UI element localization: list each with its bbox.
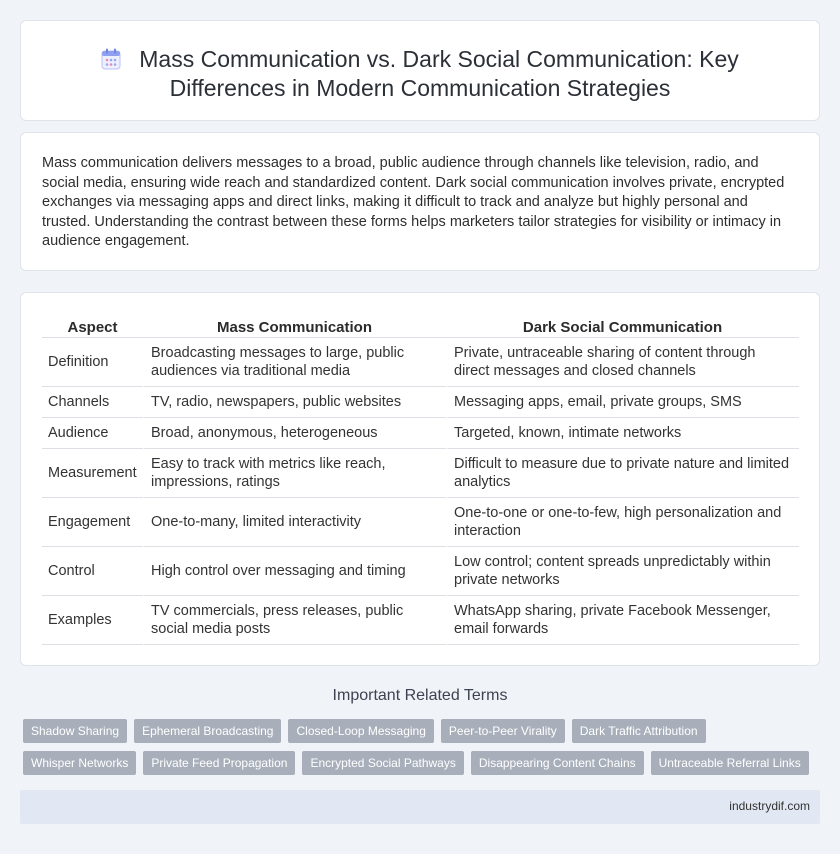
comparison-table <box>42 311 799 645</box>
calendar-icon <box>101 48 121 70</box>
related-terms <box>23 719 813 783</box>
related-terms-heading: Important Related Terms <box>332 687 508 704</box>
row-dark: WhatsApp sharing, private Facebook Messenger, email forwards <box>446 596 799 645</box>
title-card <box>20 20 820 121</box>
table-header-row <box>42 311 799 338</box>
tag-encrypted-social-pathways[interactable]: Encrypted Social Pathways <box>302 751 463 775</box>
intro-paragraph: Mass communication delivers messages to a broad, public audience through channels like television, radio, and social media, ensuring wide reach and standardized content. Dark social communication involves private, encrypted exchanges via messaging apps and direct links, making it difficult to track and analyze but highly personal and trusted. Understanding the contrast between these forms helps marketers tailor strategies for visibility or intimacy in audience engagement. <box>42 155 785 250</box>
table-row <box>42 418 799 449</box>
table-row <box>42 498 799 547</box>
tag-ephemeral-broadcasting[interactable]: Ephemeral Broadcasting <box>134 719 281 743</box>
row-mass: TV, radio, newspapers, public websites <box>143 387 446 418</box>
header-dark: Dark Social Communication <box>446 311 799 338</box>
title-line-1: Mass Communication vs. Dark Social Communication: Key <box>139 46 739 72</box>
row-mass: Easy to track with metrics like reach, impressions, ratings <box>143 449 446 498</box>
page-title <box>21 45 819 103</box>
row-dark: Private, untraceable sharing of content through direct messages and closed channels <box>446 338 799 387</box>
row-mass: Broadcasting messages to large, public audiences via traditional media <box>143 338 446 387</box>
tag-dark-traffic-attribution[interactable]: Dark Traffic Attribution <box>572 719 706 743</box>
row-aspect: Channels <box>42 387 143 418</box>
row-dark: Difficult to measure due to private nature and limited analytics <box>446 449 799 498</box>
row-aspect: Measurement <box>42 449 143 498</box>
table-row <box>42 547 799 596</box>
footer <box>20 790 820 824</box>
title-line-2: Differences in Modern Communication Strategies <box>169 75 671 101</box>
footer-site-link[interactable]: industrydif.com <box>729 799 810 813</box>
table-row <box>42 338 799 387</box>
row-aspect: Engagement <box>42 498 143 547</box>
tag-disappearing-content-chains[interactable]: Disappearing Content Chains <box>471 751 644 775</box>
row-mass: Broad, anonymous, heterogeneous <box>143 418 446 449</box>
row-dark: Targeted, known, intimate networks <box>446 418 799 449</box>
tag-row-2 <box>23 751 813 775</box>
row-dark: One-to-one or one-to-few, high personalization and interaction <box>446 498 799 547</box>
row-mass: One-to-many, limited interactivity <box>143 498 446 547</box>
header-aspect: Aspect <box>42 311 143 338</box>
table-row <box>42 387 799 418</box>
row-aspect: Audience <box>42 418 143 449</box>
row-mass: TV commercials, press releases, public social media posts <box>143 596 446 645</box>
table-row <box>42 596 799 645</box>
tag-closed-loop-messaging[interactable]: Closed-Loop Messaging <box>288 719 433 743</box>
tag-private-feed-propagation[interactable]: Private Feed Propagation <box>143 751 295 775</box>
tag-shadow-sharing[interactable]: Shadow Sharing <box>23 719 127 743</box>
intro-card <box>20 132 820 271</box>
row-aspect: Control <box>42 547 143 596</box>
tag-peer-to-peer-virality[interactable]: Peer-to-Peer Virality <box>441 719 565 743</box>
tag-whisper-networks[interactable]: Whisper Networks <box>23 751 136 775</box>
row-dark: Messaging apps, email, private groups, SMS <box>446 387 799 418</box>
row-aspect: Definition <box>42 338 143 387</box>
row-dark: Low control; content spreads unpredictably within private networks <box>446 547 799 596</box>
tag-row-1 <box>23 719 813 743</box>
table-row <box>42 449 799 498</box>
row-mass: High control over messaging and timing <box>143 547 446 596</box>
tag-untraceable-referral-links[interactable]: Untraceable Referral Links <box>651 751 809 775</box>
header-mass: Mass Communication <box>143 311 446 338</box>
row-aspect: Examples <box>42 596 143 645</box>
comparison-card <box>20 292 820 666</box>
